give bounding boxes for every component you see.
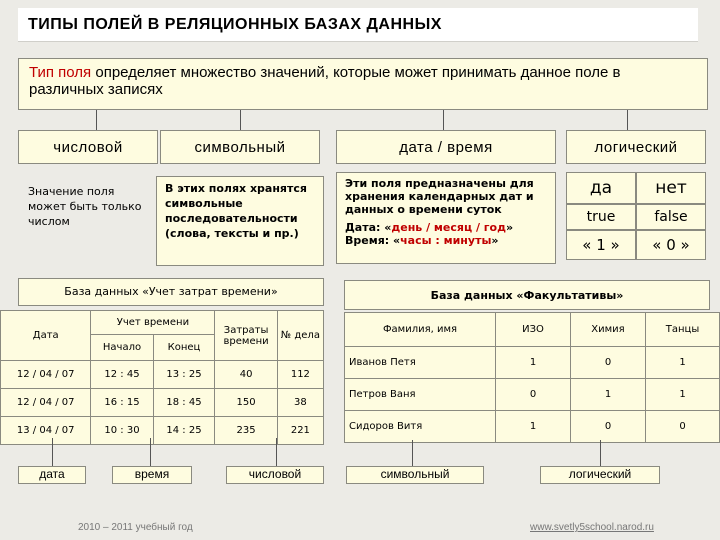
connector-line (627, 110, 628, 130)
table-row: 12 / 04 / 07 16 : 15 18 : 45 150 38 (1, 389, 324, 417)
logical-value: « 1 » (566, 230, 636, 260)
page-title: ТИПЫ ПОЛЕЙ В РЕЛЯЦИОННЫХ БАЗАХ ДАННЫХ (18, 8, 698, 42)
logical-value: true (566, 204, 636, 230)
label-date: дата (18, 466, 86, 484)
col-header-time: Учет времени (91, 311, 215, 335)
connector-line (443, 110, 444, 130)
connector-line (52, 438, 53, 466)
db2-table (344, 312, 720, 443)
type-header-symbolic: символьный (160, 130, 320, 164)
table-row: 12 / 04 / 07 12 : 45 13 : 25 40 112 (1, 361, 324, 389)
time-format: Время: «часы : минуты» (345, 234, 499, 247)
col-header-num: № дела (277, 311, 323, 361)
table-row: Иванов Петя 1 0 1 (345, 347, 720, 379)
col-header-chem: Химия (571, 313, 646, 347)
type-header-numeric: числовой (18, 130, 158, 164)
connector-line (150, 438, 151, 466)
symbolic-desc: В этих полях хранятся символьные последовательности (слова, тексты и пр.) (156, 176, 324, 266)
type-header-logical: логический (566, 130, 706, 164)
connector-line (96, 110, 97, 130)
db2-title: База данных «Факультативы» (344, 280, 710, 310)
logical-value: « 0 » (636, 230, 706, 260)
intro-highlight: Тип поля (29, 64, 92, 81)
label-symbolic: символьный (346, 466, 484, 484)
connector-line (240, 110, 241, 130)
table-row: Сидоров Витя 1 0 0 (345, 411, 720, 443)
connector-line (276, 438, 277, 466)
db1-table (0, 310, 324, 445)
footer-year: 2010 – 2011 учебный год (78, 522, 193, 533)
col-header-date: Дата (1, 311, 91, 361)
col-header-cost: Затраты времени (215, 311, 277, 361)
datetime-desc (336, 172, 556, 264)
logical-value: false (636, 204, 706, 230)
logical-value: да (566, 172, 636, 204)
col-header-art: ИЗО (496, 313, 571, 347)
db1-title: База данных «Учет затрат времени» (18, 278, 324, 306)
col-header-end: Конец (153, 335, 215, 361)
intro-box (18, 58, 708, 110)
table-row: 13 / 04 / 07 10 : 30 14 : 25 235 221 (1, 417, 324, 445)
footer-link[interactable]: www.svetly5school.narod.ru (530, 522, 654, 533)
col-header-name: Фамилия, имя (345, 313, 496, 347)
logical-value: нет (636, 172, 706, 204)
connector-line (412, 440, 413, 466)
label-time: время (112, 466, 192, 484)
col-header-start: Начало (91, 335, 153, 361)
col-header-dance: Танцы (646, 313, 720, 347)
table-row: Петров Ваня 0 1 1 (345, 379, 720, 411)
numeric-desc: Значение поля может быть только числом (28, 185, 142, 228)
intro-text: определяет множество значений, которые может принимать данное поле в различных записях (29, 64, 621, 98)
datetime-desc-text: Эти поля предназначены для хранения календарных дат и данных о времени суток (345, 177, 534, 216)
date-format: Дата: «день / месяц / год» (345, 221, 514, 234)
connector-line (600, 440, 601, 466)
type-header-datetime: дата / время (336, 130, 556, 164)
label-numeric: числовой (226, 466, 324, 484)
label-logical: логический (540, 466, 660, 484)
